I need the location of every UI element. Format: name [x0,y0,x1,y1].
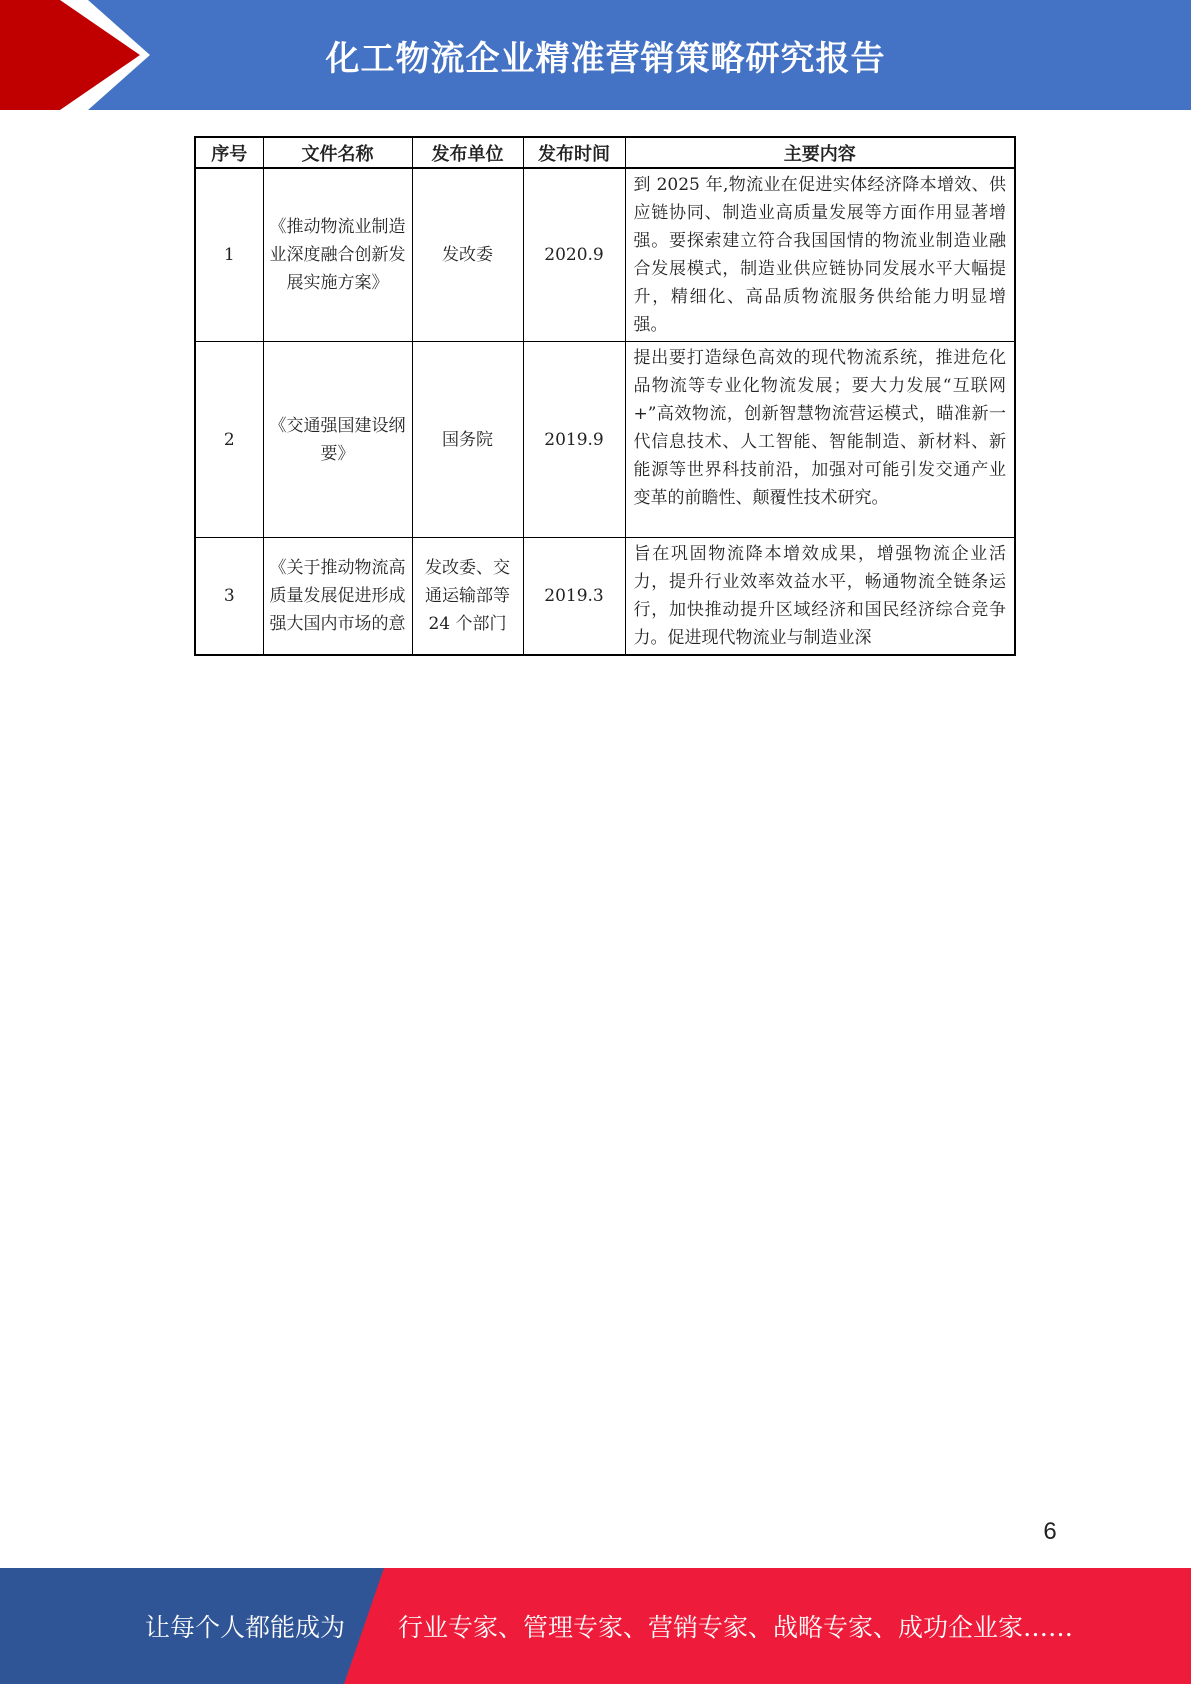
cell-name: 《推动物流业制造业深度融合创新发展实施方案》 [263,168,412,342]
table-row [195,342,1015,538]
page-number: 6 [1043,1518,1057,1545]
cell-content [625,538,1015,656]
cell-name: 《交通强国建设纲要》 [263,342,412,538]
cell-publisher: 发改委 [412,168,523,342]
policy-table [194,136,1016,656]
cell-name [263,538,412,656]
cell-publisher: 国务院 [412,342,523,538]
header-bar [0,0,1191,110]
cell-no: 2 [195,342,263,538]
col-header-content: 主要内容 [625,137,1015,168]
report-title: 化工物流企业精准营销策略研究报告 [325,38,886,79]
cell-date: 2019.9 [523,342,625,538]
col-header-name: 文件名称 [263,137,412,168]
col-header-date: 发布时间 [523,137,625,168]
cell-publisher [412,538,523,656]
col-header-no: 序号 [195,137,263,168]
cell-name-text: 《关于推动物流高质量发展促进形成强大国内市场的意 [269,558,406,634]
cell-no: 1 [195,168,263,342]
cell-date: 2020.9 [523,168,625,342]
cell-content-text: 旨在巩固物流降本增效成果，增强物流企业活力，提升行业效率效益水平，畅通物流全链条运行，加快推动提升区域经济和国民经济综合竞争力。促进现代物流业与制造业深 [633,544,1006,648]
col-header-publisher: 发布单位 [412,137,523,168]
cell-content: 到 2025 年,物流业在促进实体经济降本增效、供应链协同、制造业高质量发展等方面作用显著增强。要探索建立符合我国国情的物流业制造业融合发展模式，制造业供应链协同发展水平大幅提升，精细化、高品质物流服务供给能力明显增强。 [625,168,1015,342]
cell-content: 提出要打造绿色高效的现代物流系统，推进危化品物流等专业化物流发展；要大力发展“互联网+”高效物流，创新智慧物流营运模式，瞄准新一代信息技术、人工智能、智能制造、新材料、新能源等世界科技前沿，加强对可能引发交通产业变革的前瞻性、颠覆性技术研究。 [625,342,1015,538]
table-row [195,538,1015,656]
table-row [195,168,1015,342]
cell-publisher-text: 发改委、交通运输部等 24 个部门 [425,558,510,634]
cell-no: 3 [195,538,263,656]
cell-date: 2019.3 [523,538,625,656]
table-header-row [195,137,1015,168]
footer-slogan-left: 让每个人都能成为 [144,1613,345,1642]
footer-bar [0,1568,1191,1684]
footer-slogan-right: 行业专家、管理专家、营销专家、战略专家、成功企业家…… [398,1613,1074,1642]
